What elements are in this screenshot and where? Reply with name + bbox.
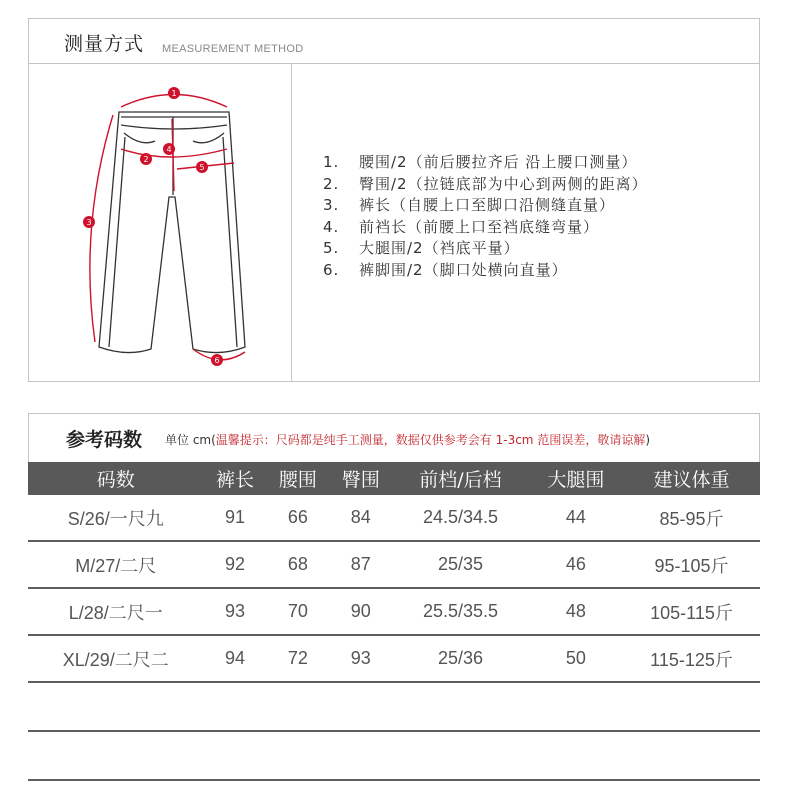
svg-text:1: 1: [171, 89, 177, 98]
svg-text:2: 2: [143, 155, 149, 164]
step-item: 4. 前裆长（前腰上口至裆底缝弯量）: [323, 217, 600, 236]
empty-row: [28, 682, 760, 731]
table-row: M/27/二尺 92 68 87 25/35 46 95-105斤: [28, 541, 760, 588]
method-subtitle: MEASUREMENT METHOD: [162, 43, 304, 55]
size-tip: 温馨提示：尺码都是纯手工测量，数据仅供参考会有 1-3cm 范围误差，敬请谅解: [215, 433, 646, 447]
col-header: 臀围: [329, 462, 392, 495]
step-item: 1. 腰围/2（前后腰拉齐后 沿上腰口测量）: [323, 153, 638, 171]
table-row: XL/29/二尺二 94 72 93 25/36 50 115-125斤: [28, 635, 760, 682]
svg-text:5: 5: [199, 163, 205, 172]
measurement-steps: [323, 152, 648, 281]
empty-row: [28, 731, 760, 780]
step-item: 5. 大腿围/2（裆底平量）: [323, 239, 520, 257]
size-unit-note: 单位 cm(温馨提示：尺码都是纯手工测量，数据仅供参考会有 1-3cm 范围误差，敬请谅解): [165, 433, 651, 447]
col-header: 裤长: [204, 462, 267, 495]
col-header: 前档/后档: [392, 462, 528, 495]
table-row: L/28/二尺一 93 70 90 25.5/35.5 48 105-115斤: [28, 588, 760, 635]
step-item: 2. 臀围/2（拉链底部为中心到两侧的距离）: [323, 174, 648, 193]
table-header-row: [28, 462, 760, 495]
table-row: S/26/一尺九 91 66 84 24.5/34.5 44 85-95斤: [28, 495, 760, 541]
col-header: 大腿围: [529, 462, 623, 495]
divider: [291, 63, 292, 381]
pants-diagram-icon: [69, 77, 289, 377]
measurement-method-panel: [28, 18, 760, 382]
method-header: [29, 19, 759, 64]
col-header: 腰围: [266, 462, 329, 495]
svg-text:6: 6: [214, 356, 220, 365]
svg-text:3: 3: [86, 218, 92, 227]
method-title: 测量方式: [64, 33, 145, 55]
svg-text:4: 4: [166, 145, 172, 154]
size-title: 参考码数: [66, 429, 143, 451]
step-item: 3. 裤长（自腰上口至脚口沿侧缝直量）: [323, 196, 616, 214]
size-chart-header: [28, 413, 760, 463]
col-header: 建议体重: [623, 462, 760, 495]
step-item: 6. 裤脚围/2（脚口处横向直量）: [323, 260, 568, 279]
col-header: 码数: [28, 462, 204, 495]
size-table: [28, 462, 760, 781]
